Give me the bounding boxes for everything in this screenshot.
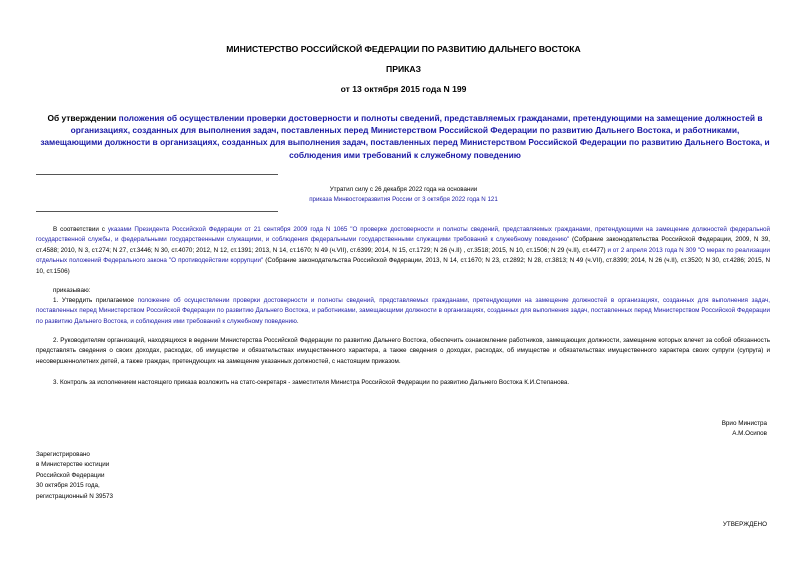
order-word-text: приказываю: [53,287,91,294]
ministry-heading: МИНИСТЕРСТВО РОССИЙСКОЙ ФЕДЕРАЦИИ ПО РАЗВИТИЮ ДАЛЬНЕГО ВОСТОКА [226,44,581,54]
title-regulation-link[interactable]: положения об осуществлении проверки достоверности и полноты сведений, представляемых гражданами, претендующими на замещение должностей в организациях, созданных для выполнения задач, поставленных перед Министерством Российской Федерации по развитию Дальнего Востока, и работниками, замещающими должности в организациях, созданных для выполнения задач, поставленных перед Министерством Российской Федерации по развитию Дальнего Востока, и соблюдения ими требований к служебному поведению [40,113,770,160]
status-rule-top [36,174,278,175]
document-date-number: от 13 октября 2015 года N 199 [340,84,467,94]
item-2-paragraph [36,336,770,367]
item-1-paragraph [36,296,770,327]
registration-block [36,450,113,502]
registration-line: Российской Федерации [36,471,105,479]
registration-line: 30 октября 2015 года, [36,482,100,490]
status-rule-bottom [36,211,278,212]
item-3-paragraph [36,378,770,388]
preamble-text-3: (Собрание законодательства Российской Федерации, 2013, N 14, ст.1670; N 23, ст.2892; N 28, ст.3813; N 49 (ч.VII), ст.8399; 2014, N 26 (ч.II), ст.3520; N 30, ст.4286; 2015, N 10, ст.1506) [36,257,770,275]
item-3-text: 3. Контроль за исполнением настоящего приказа возложить на статс-секретаря - заместителя Министра Российской Федерации по развитию Дальнего Востока К.И.Степанова. [53,379,570,386]
preamble-text-2: (Собрание законодательства Российской Федерации, 2009, N 39, ст.4588; 2010, N 3, ст.274; N 27, ст.3446; N 30, ст.4070; 2012, N 12, ст.1391; 2013, N 14, ст.1670; N 49 (ч.VII), ст.6399; 2014, N 15, ст.1729; N 26 (ч.II) , ст.3518; 2015, N 10, ст.1506; N 29 (ч.II), ст.4477) [36,236,770,254]
document-type: ПРИКАЗ [386,64,421,74]
item-2-text: 2. Руководителям организаций, находящихся в ведении Министерства Российской Федерации по развитию Дальнего Востока, обеспечить ознакомление работников, замещающих должности, замещение которых влечет за собой обязанность представлять сведения о своих доходах, расходах, об имуществе и обязательствах имущественного характера, а также сведения о доходах, расходах, об имуществе и обязательствах имущественного характера своих супруги (супруга) и несовершеннолетних детей, а также граждан, претендующих на замещение указанных должностей, с настоящим приказом. [36,337,770,365]
registration-line: в Министерстве юстиции [36,461,110,469]
item-1-regulation-link[interactable]: положение об осуществлении проверки достоверности и полноты сведений, представляемых гражданами, претендующими на замещение должностей в организациях, созданных для выполнения задач, поставленных перед Министерством Российской Федерации по развитию Дальнего Востока, и работниками, замещающими должности в организациях, созданных для выполнения задач, поставленных перед Министерством Российской Федерации по развитию Дальнего Востока, и соблюдения ими требований к служебному поведению [36,297,770,325]
item-1-text-1: 1. Утвердить прилагаемое [53,297,138,304]
status-note [0,185,807,205]
item-1-text-2: . [296,317,299,325]
preamble-decree-link-2[interactable]: и от 2 апреля 2013 года N 309 "О мерах по реализации отдельных положений Федерального закона "О противодействии коррупции" [36,246,770,265]
signature-position: Врио Министра [721,420,767,427]
preamble-text-1: В соответствии с [53,226,108,233]
status-line-1: Утратил силу с 26 декабря 2022 года на основании [329,186,478,193]
signature-block [722,419,767,440]
preamble-paragraph [36,225,770,277]
preamble-decree-link-1[interactable]: указами Президента Российской Федерации от 21 сентября 2009 года N 1065 "О проверке достоверности и полноты сведений, представляемых гражданами, претендующими на замещение должностей федеральной государственной службы, и федеральными государственными служащими, и соблюдения федеральными государственными служащими требований к служебному поведению" [36,226,770,244]
approved-stamp: УТВЕРЖДЕНО [722,521,767,528]
registration-line: Зарегистрировано [36,451,90,458]
document-title [40,112,770,161]
registration-line: регистрационный N 39573 [36,492,114,500]
title-prefix: Об утверждении [47,113,119,123]
signature-name: А.М.Осипов [732,430,767,438]
order-word [36,286,770,296]
status-cancel-link[interactable]: приказа Минвостокразвития России от 3 октября 2022 года N 121 [309,196,498,203]
